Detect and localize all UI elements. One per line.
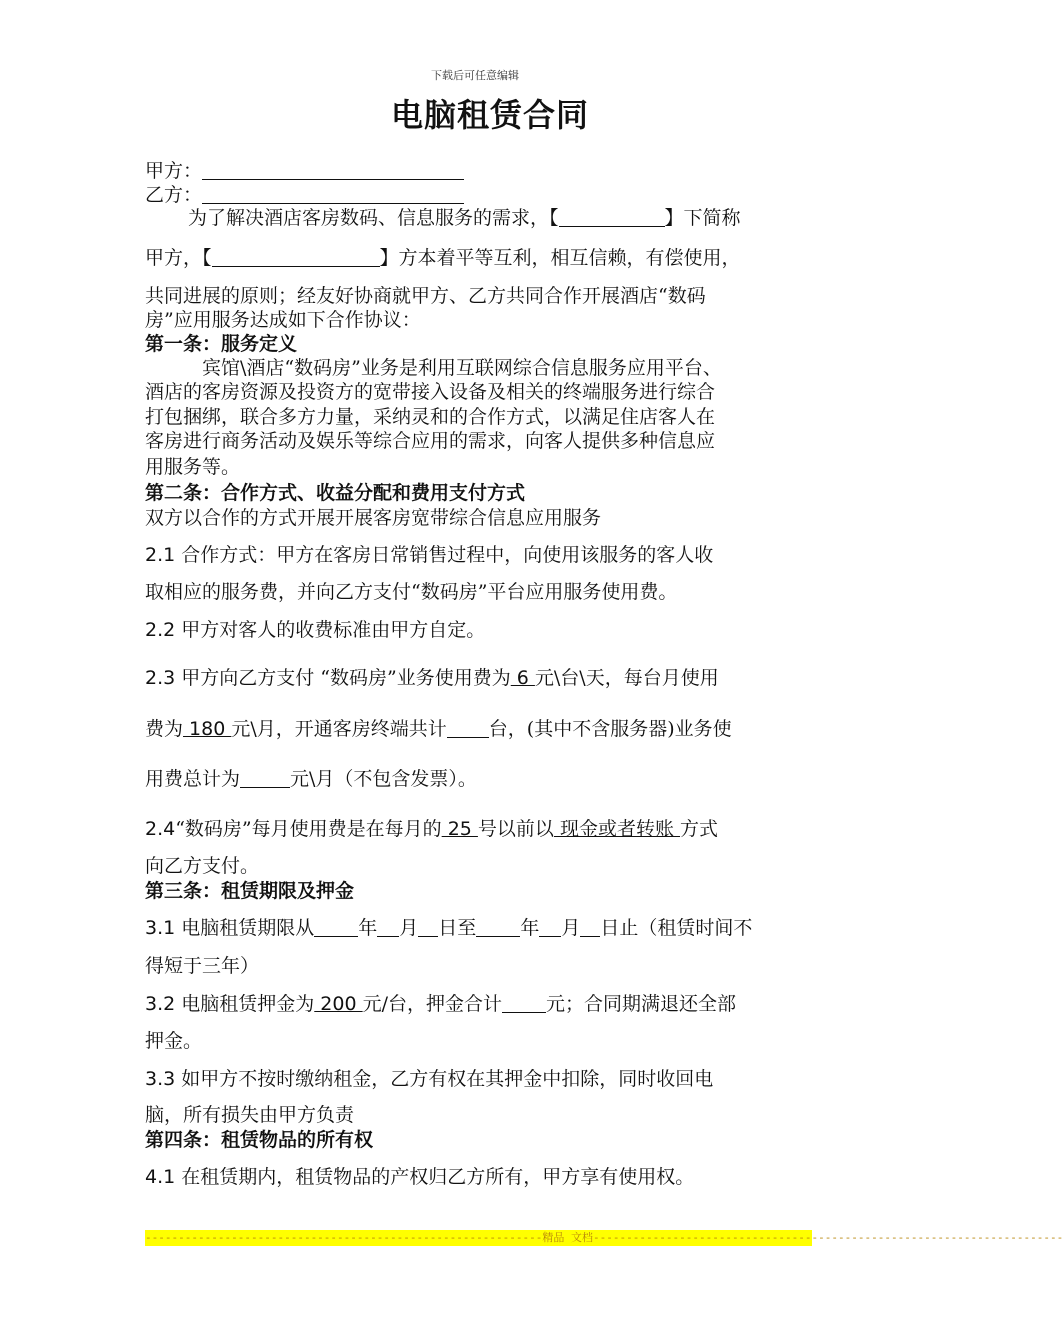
terminal-count-blank [447, 719, 489, 738]
article-2-heading: 第二条：合作方式、收益分配和费用支付方式 [145, 482, 526, 504]
payment-method: 现金或者转账 [553, 818, 681, 840]
clause-2-2: 2.2 甲方对客人的收费标准由甲方自定。 [145, 619, 486, 641]
clause-3-3-line-2: 脑，所有损失由甲方负责 [145, 1104, 355, 1126]
footer-dashes-left: ------------------------------------------------------------ [145, 1231, 543, 1244]
party-a-label: 甲方： [145, 160, 203, 182]
clause-2-1-line-1: 2.1 合作方式：甲方在客房日常销售过程中，向使用该服务的客人收 [145, 544, 714, 566]
article-1-line: 打包捆绑，联合多方力量，采纳灵和的合作方式，以满足住店客人在 [145, 406, 716, 428]
page-title: 电脑租赁合同 [390, 96, 589, 134]
party-b-label: 乙方： [145, 184, 203, 206]
article-1-heading: 第一条：服务定义 [145, 333, 298, 355]
party-b-line [145, 184, 464, 206]
clause-4-1: 4.1 在租赁期内，租赁物品的产权归乙方所有，甲方享有使用权。 [145, 1166, 695, 1188]
clause-2-3-line-1: 2.3 甲方向乙方支付 “数码房”业务使用费为 6 元\台\天，每台月使用 [145, 667, 719, 689]
article-4-heading: 第四条：租赁物品的所有权 [145, 1129, 374, 1151]
intro-line-1: 为了解决酒店客房数码、信息服务的需求，【 】下简称 [188, 207, 741, 229]
party-b-blank [202, 185, 464, 204]
intro-line-2: 甲方，【 】方本着平等互利，相互信赖，有偿使用， [145, 247, 741, 269]
total-fee-blank [240, 769, 290, 788]
end-day-blank [580, 918, 600, 937]
intro-blank-2 [212, 248, 380, 267]
intro-line-3: 共同进展的原则；经友好协商就甲方、乙方共同合作开展酒店“数码 [145, 285, 706, 307]
footer-dashes-right: ----------------------------------------------------------------------- [592, 1231, 1063, 1244]
clause-2-3-line-2: 费为 180 元\月，开通客房终端共计 台，(其中不含服务器)业务使 [145, 718, 732, 740]
footer-label: 精品 文档 [542, 1231, 593, 1244]
article-1-line: 宾馆\酒店“数码房”业务是利用互联网综合信息服务应用平台、 [202, 357, 722, 379]
article-2-intro: 双方以合作的方式开展开展客房宽带综合信息应用服务 [145, 507, 602, 529]
clause-3-2-line-1: 3.2 电脑租赁押金为 200 元/台，押金合计 元；合同期满退还全部 [145, 993, 737, 1015]
price-per-month: 180 [183, 718, 232, 740]
article-3-heading: 第三条：租赁期限及押金 [145, 880, 355, 902]
end-month-blank [539, 918, 561, 937]
party-a-line [145, 160, 464, 182]
clause-2-4-line-1: 2.4“数码房”每月使用费是在每月的 25 号以前以 现金或者转账 方式 [145, 818, 719, 840]
start-month-blank [377, 918, 399, 937]
article-1-line: 酒店的客房资源及投资方的宽带接入设备及相关的终端服务进行综合 [145, 381, 716, 403]
download-note: 下载后可任意编辑 [431, 69, 519, 82]
intro-blank-1 [559, 208, 665, 227]
article-1-line: 客房进行商务活动及娱乐等综合应用的需求，向客人提供多种信息应 [145, 430, 716, 452]
article-1-line: 用服务等。 [145, 456, 241, 478]
deposit-total-blank [502, 994, 546, 1013]
deposit-per-unit: 200 [314, 993, 363, 1015]
clause-3-2-line-2: 押金。 [145, 1030, 203, 1052]
clause-3-1-line-1: 3.1 电脑租赁期限从 年 月 日至 年 月 日止（租赁时间不 [145, 917, 753, 939]
clause-3-1-line-2: 得短于三年） [145, 955, 260, 977]
payment-day: 25 [441, 818, 478, 840]
intro-line-4: 房”应用服务达成如下合作协议： [145, 309, 421, 331]
start-day-blank [418, 918, 438, 937]
clause-2-3-line-3: 用费总计为 元\月（不包含发票）。 [145, 768, 477, 790]
clause-3-3-line-1: 3.3 如甲方不按时缴纳租金，乙方有权在其押金中扣除，同时收回电 [145, 1068, 714, 1090]
end-year-blank [476, 918, 520, 937]
clause-2-4-line-2: 向乙方支付。 [145, 855, 260, 877]
footer-banner [145, 1230, 1063, 1246]
price-per-day: 6 [510, 667, 535, 689]
clause-2-1-line-2: 取相应的服务费，并向乙方支付“数码房”平台应用服务使用费。 [145, 581, 678, 603]
party-a-blank [202, 161, 464, 180]
start-year-blank [314, 918, 358, 937]
